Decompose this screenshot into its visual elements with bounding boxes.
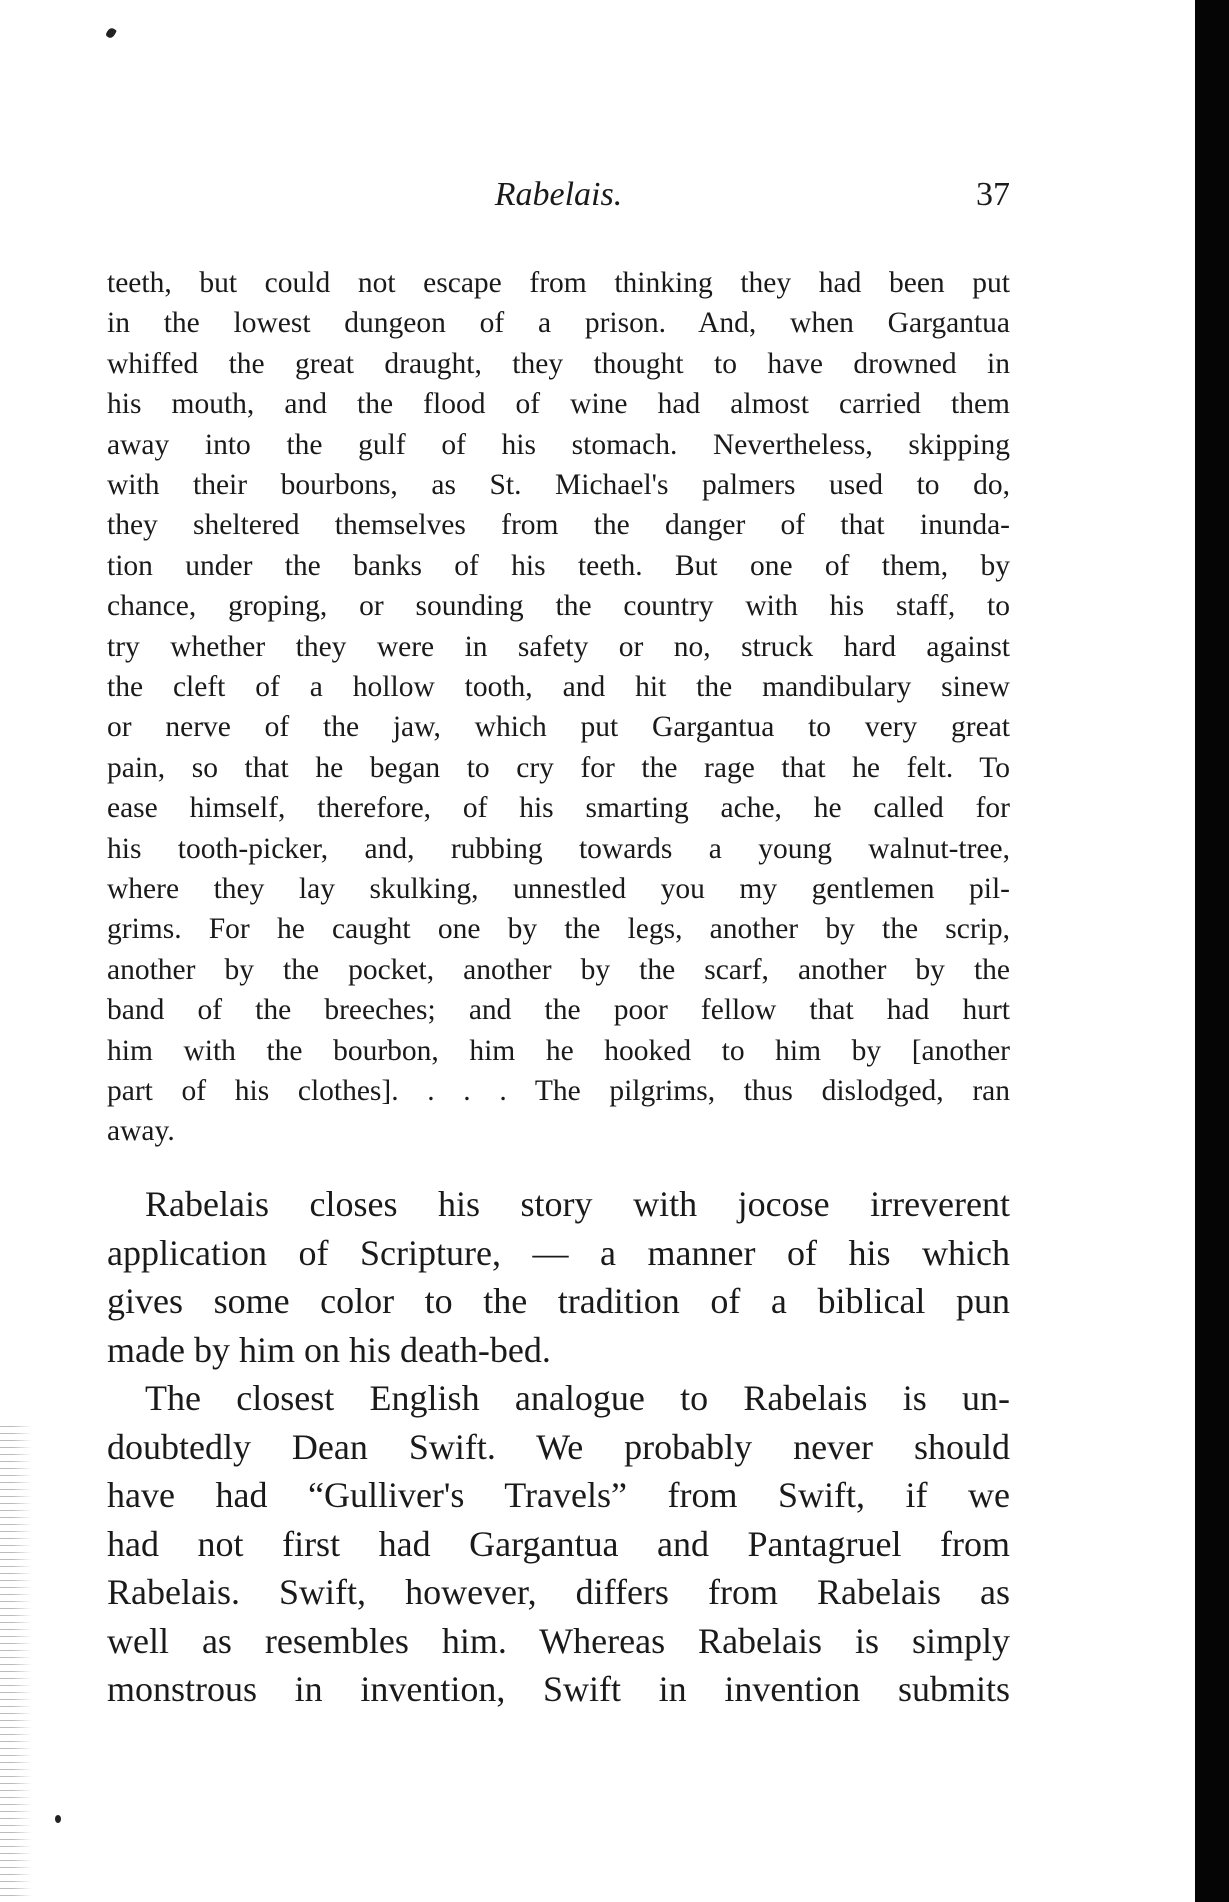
quote-line: try whether they were in safety or no, struck hard against (107, 630, 1010, 663)
ink-speck (105, 27, 117, 40)
paragraph-line: monstrous in invention, Swift in invention submits (107, 1669, 1010, 1709)
quote-line: ease himself, therefore, of his smarting ache, he called for (107, 792, 1010, 825)
paragraph-line: Rabelais closes his story with jocose irreverent (145, 1184, 1010, 1224)
quote-line: band of the breeches; and the poor fellow that had hurt (107, 994, 1010, 1027)
quote-line: the cleft of a hollow tooth, and hit the mandibulary sinew (107, 671, 1010, 703)
quote-line: his mouth, and the flood of wine had almost carried them (107, 388, 1010, 421)
quote-line: tion under the banks of his teeth. But one of them, by (107, 549, 1010, 582)
ink-speck (55, 1815, 61, 1823)
quote-line: grims. For he caught one by the legs, another by the scrip, (107, 913, 1010, 946)
paragraph-line: made by him on his death-bed. (107, 1329, 551, 1370)
running-head-title: Rabelais. (494, 176, 623, 213)
quote-line: part of his clothes]. . . . The pilgrims, thus dislodged, ran (107, 1075, 1010, 1107)
quote-line: where they lay skulking, unnestled you my gentlemen pil- (107, 873, 1010, 905)
paragraph-line: had not first had Gargantua and Pantagruel from (107, 1523, 1010, 1564)
quote-line: him with the bourbon, him he hooked to him by [another (107, 1034, 1010, 1067)
paragraph-line: have had “Gulliver's Travels” from Swift, if we (107, 1475, 1010, 1515)
paragraph-line: doubtedly Dean Swift. We probably never should (107, 1426, 1010, 1467)
quote-line: in the lowest dungeon of a prison. And, when Gargantua (107, 307, 1010, 340)
quote-line: his tooth-picker, and, rubbing towards a young walnut-tree, (107, 832, 1010, 865)
quote-line: away. (107, 1115, 175, 1148)
paragraph-line: application of Scripture, — a manner of his which (107, 1232, 1010, 1273)
quote-line: whiffed the great draught, they thought to have drowned in (107, 347, 1010, 380)
quote-line: another by the pocket, another by the scarf, another by the (107, 953, 1010, 986)
quote-line: or nerve of the jaw, which put Gargantua to very great (107, 711, 1010, 744)
quote-line: away into the gulf of his stomach. Nevertheless, skipping (107, 428, 1010, 461)
quote-line: chance, groping, or sounding the country with his staff, to (107, 590, 1010, 623)
scan-edge-bar (1195, 0, 1229, 1902)
margin-marks (0, 1420, 32, 1902)
paragraph-line: well as resembles him. Whereas Rabelais is simply (107, 1620, 1010, 1661)
paragraph-line: The closest English analogue to Rabelais is un- (145, 1378, 1010, 1418)
quote-line: they sheltered themselves from the danger of that inunda- (107, 509, 1010, 542)
paragraph-line: gives some color to the tradition of a biblical pun (107, 1281, 1010, 1321)
page-number: 37 (976, 176, 1010, 213)
quote-line: pain, so that he began to cry for the rage that he felt. To (107, 751, 1010, 784)
running-head (107, 176, 1010, 220)
quote-line: with their bourbons, as St. Michael's palmers used to do, (107, 469, 1010, 501)
paragraph-line: Rabelais. Swift, however, differs from Rabelais as (107, 1572, 1010, 1612)
quote-line: teeth, but could not escape from thinking they had been put (107, 267, 1010, 299)
